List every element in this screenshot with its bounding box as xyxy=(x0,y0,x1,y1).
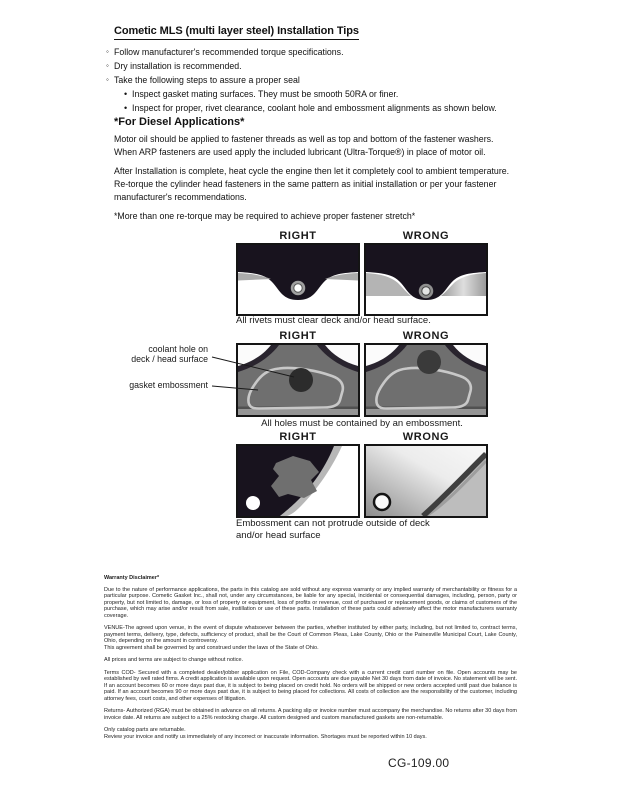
deck-edge-right-diagram xyxy=(236,444,360,518)
disclaimer-paragraph: Terms COD- Secured with a completed dealer/jobber application on File, COD-Company check with a current credit card number on file. Open accounts may be established by well rated firms. A credit application is available upon request. Open accounts are due payable Net 30 days from date of invoice. No statement will be sent. If an account becomes 60 or more days past due, it is subject to being placed on credit hold. No orders will be shipped or new orders accepted until past due balance is paid. If an account becomes 90 or more days past due, it is subject to being placed for collections. All costs of collection are the responsibility of the customer, including attorney fees, court costs, and other expenses of litigation. xyxy=(104,669,517,702)
coolant-hole-label: coolant hole on deck / head surface xyxy=(131,344,208,364)
disclaimer-paragraph: Returns- Authorized (RGA) must be obtained in advance on all returns. A packing slip or invoice number must accompany the merchandise. No returns after 30 days from invoice date. All returns are subject to a 25% restocking charge. All custom designed and custom manufactured gaskets are non-returnable. xyxy=(104,708,517,721)
open-bullet-icon: ◦ xyxy=(106,75,109,84)
retorque-note: *More than one re-torque may be required to achieve proper fastener stretch* xyxy=(114,211,416,221)
diagram-caption: Embossment can not protrude outside of deck and/or head surface xyxy=(236,518,430,541)
page-number: CG-109.00 xyxy=(388,756,450,770)
diesel-section-heading: *For Diesel Applications* xyxy=(114,116,245,128)
installation-tips-list xyxy=(106,45,497,115)
disclaimer-paragraph: Due to the nature of performance applications, the parts in this catalog are sold without any express warranty or any implied warranty of merchantability or fitness for a particular purpose. Cometic Gasket Inc., shall not, under any circumstances, be liable for any special, incidental or consequential damages, including, person, party or property, but not limited to, damage, or loss of property or equipment, loss of profits or revenue, cost of purchased or replacement goods, or claims of customers of the purchase, which may arise and/or result from sale, instillation or use of these parts. Installation of these parts could adversely affect the motor manufacturers warranty coverage. xyxy=(104,586,517,619)
disclaimer-paragraph: Only catalog parts are returnable. xyxy=(104,727,186,733)
diagram-caption: All holes must be contained by an embossment. xyxy=(261,418,463,429)
right-label: RIGHT xyxy=(279,330,317,342)
disclaimer-paragraph: This agreement shall be governed by and construed under the laws of the State of Ohio. xyxy=(104,644,319,651)
list-item xyxy=(106,87,497,101)
disclaimer-paragraph: VENUE-The agreed upon venue, in the event of dispute whatsoever between the parties, whether instituted by either party, including, but not limited to, contract terms, payment terms, delivery, type, defects, sufficiency of product, shall be the Court of Common Pleas, Lake County, Ohio or the Painesville Municipal Court, Lake County, Ohio, depending on the amount in controversy. xyxy=(104,625,517,644)
wrong-label: WRONG xyxy=(402,330,450,342)
deck-edge-wrong-diagram xyxy=(364,444,488,518)
tip-text: Inspect gasket mating surfaces. They must be smooth 50RA or finer. xyxy=(132,89,399,99)
embossment-wrong-graphic xyxy=(366,345,486,415)
rivet-wrong-graphic xyxy=(366,245,486,314)
rivet-clearance-wrong-diagram xyxy=(364,243,488,316)
list-item xyxy=(106,59,497,73)
wrong-label: WRONG xyxy=(402,230,450,242)
tip-text: Follow manufacturer's recommended torque specifications. xyxy=(114,47,344,57)
rivet-clearance-right-diagram xyxy=(236,243,360,316)
list-item xyxy=(106,73,497,87)
diesel-paragraph: After Installation is complete, heat cycle the engine then let it completely cool to ambient temperature. Re-torque the cylinder head fasteners in the same pattern as initial installation or per your fastener manufacturer's recommendations. xyxy=(114,166,510,202)
wrong-label: WRONG xyxy=(402,431,450,443)
disclaimer-heading: Warranty Disclaimer* xyxy=(104,575,160,581)
filled-bullet-icon: • xyxy=(124,89,128,99)
list-item xyxy=(106,101,497,115)
diagram-caption: All rivets must clear deck and/or head surface. xyxy=(236,315,431,326)
embossment-right-diagram xyxy=(236,343,360,417)
diagram-section xyxy=(0,230,618,548)
list-item xyxy=(106,45,497,59)
open-bullet-icon: ◦ xyxy=(106,47,109,56)
filled-bullet-icon: • xyxy=(124,103,128,113)
disclaimer-paragraph: Review your invoice and notify us immediately of any incorrect or inaccurate information. Shortages must be reported within 10 days. xyxy=(104,733,427,740)
rivet-right-graphic xyxy=(238,245,358,314)
embossment-wrong-diagram xyxy=(364,343,488,417)
embossment-right-graphic xyxy=(238,345,358,415)
tip-text: Inspect for proper, rivet clearance, coolant hole and embossment alignments as shown below. xyxy=(132,103,497,113)
diesel-paragraph: Motor oil should be applied to fastener threads as well as top and bottom of the fastener washers. When ARP fasteners are used apply the included lubricant (Ultra-Torque®) in place of motor oil. xyxy=(114,134,494,157)
tip-text: Dry installation is recommended. xyxy=(114,61,242,71)
disclaimer-paragraph: All prices and terms are subject to change without notice. xyxy=(104,657,244,663)
open-bullet-icon: ◦ xyxy=(106,61,109,70)
warranty-disclaimer xyxy=(104,575,517,746)
page-title: Cometic MLS (multi layer steel) Installation Tips xyxy=(114,25,359,40)
right-label: RIGHT xyxy=(279,431,317,443)
gasket-embossment-label: gasket embossment xyxy=(129,380,208,390)
deck-edge-right-graphic xyxy=(238,446,358,516)
deck-edge-wrong-graphic xyxy=(366,446,486,516)
tip-text: Take the following steps to assure a proper seal xyxy=(114,75,300,85)
right-label: RIGHT xyxy=(279,230,317,242)
